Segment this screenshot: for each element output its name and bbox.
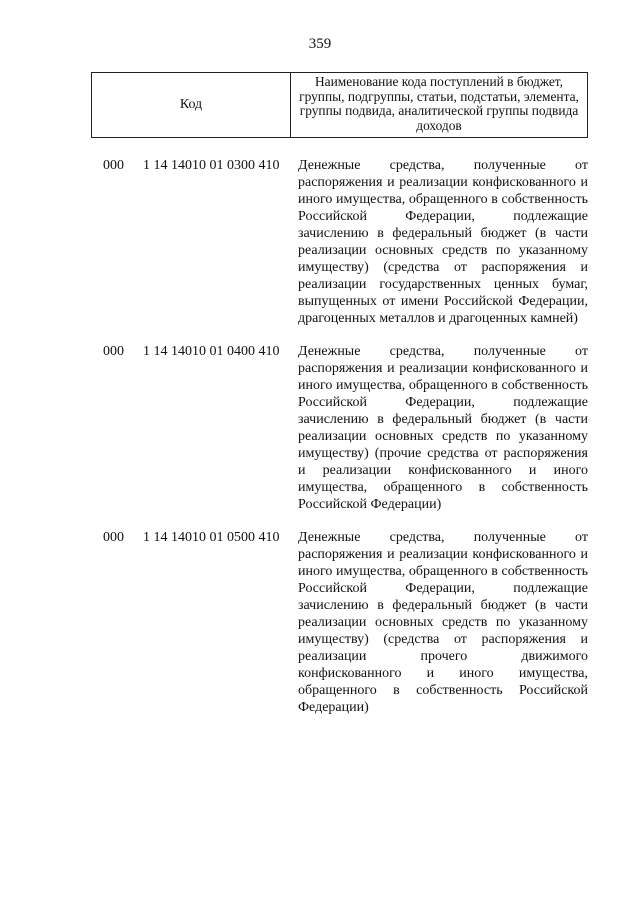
table-row: [0, 343, 640, 529]
header-code-column: Код: [92, 73, 291, 137]
admin-code: 000: [103, 530, 124, 545]
revenue-code: 1 14 14010 01 0300 410: [143, 158, 280, 173]
revenue-description: Денежные средства, полученные от распоряжения и реализации конфискованного и иного имущества, обращенного в собственность Российской Федерации, подлежащие зачислению в федеральный бюджет (в части реализации основных средств по указанному имуществу) (средства от распоряжения и реализации государственных ценных бумаг, выпущенных от имени Российской Федерации, драгоценных металлов и драгоценных камней): [298, 158, 588, 326]
revenue-description: Денежные средства, полученные от распоряжения и реализации конфискованного и иного имущества, обращенного в собственность Российской Федерации, подлежащие зачислению в федеральный бюджет (в части реализации основных средств по указанному имуществу) (средства от распоряжения и реализации прочего движимого конфискованного и иного имущества, обращенного в собственность Российской Федерации): [298, 530, 588, 715]
table-header: [91, 72, 588, 138]
page-number: 359: [308, 36, 332, 52]
table-row: [0, 529, 640, 719]
revenue-code: 1 14 14010 01 0400 410: [143, 344, 280, 359]
header-name-column: Наименование кода поступлений в бюджет, группы, подгруппы, статьи, подстатьи, элемента, группы подвида, аналитической группы подвида доходов: [299, 74, 579, 133]
revenue-description: Денежные средства, полученные от распоряжения и реализации конфискованного и иного имущества, обращенного в собственность Российской Федерации, подлежащие зачислению в федеральный бюджет (в части реализации основных средств по указанному имуществу) (прочие средства от распоряжения и реализации конфискованного и иного имущества, обращенного в собственность Российской Федерации): [298, 344, 588, 512]
table-body: [0, 157, 640, 719]
admin-code: 000: [103, 344, 124, 359]
revenue-code: 1 14 14010 01 0500 410: [143, 530, 280, 545]
admin-code: 000: [103, 158, 124, 173]
table-row: [0, 157, 640, 343]
